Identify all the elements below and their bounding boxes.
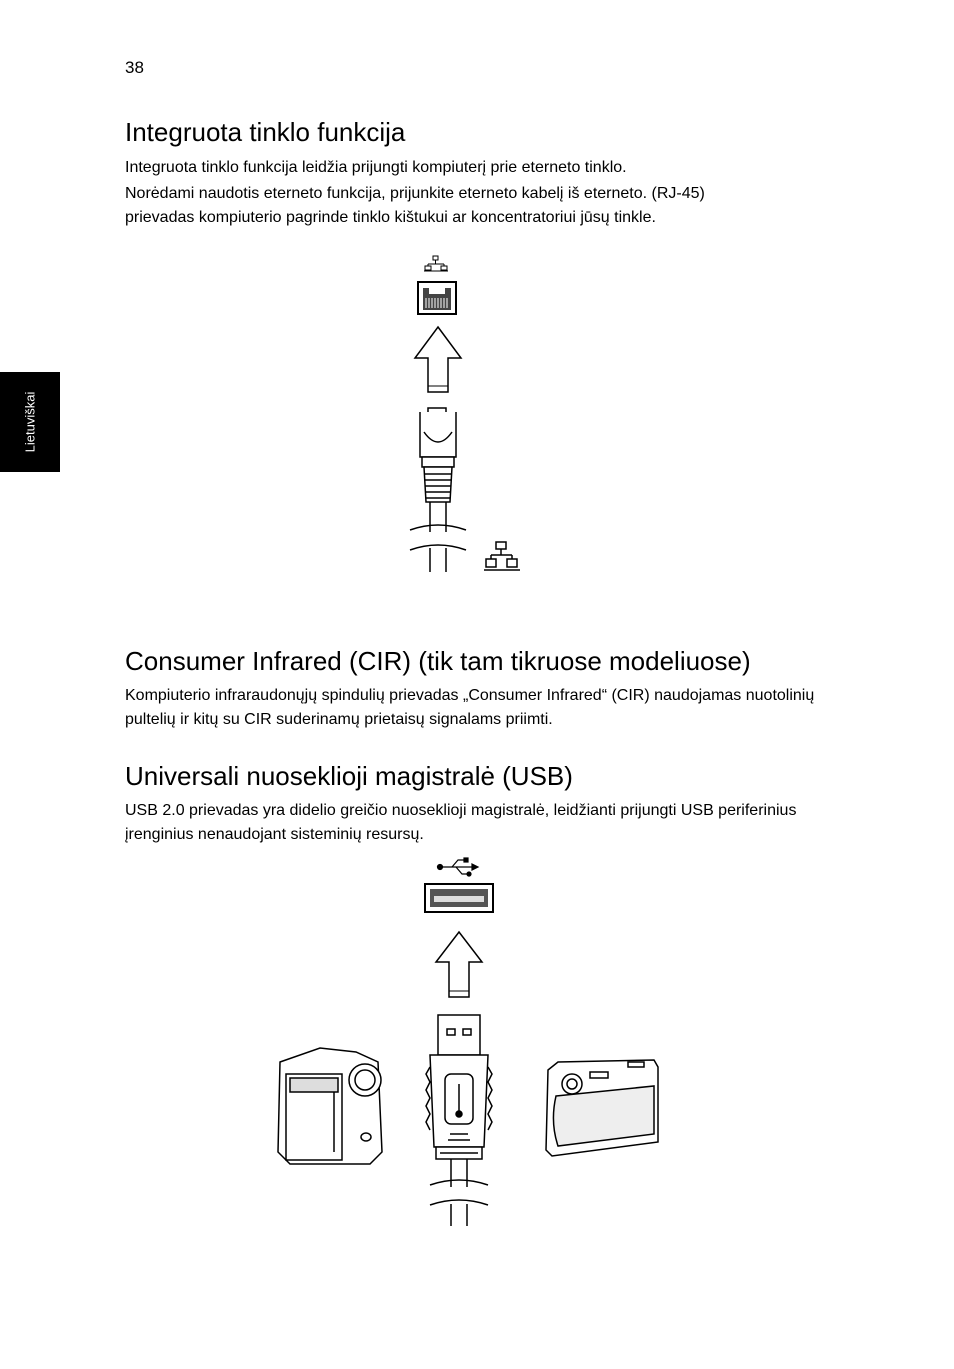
cir-paragraph-1: Kompiuterio infraraudonųjų spindulių prievadas „Consumer Infrared“ (CIR) naudojamas nuotolinių pultelių ir kitų su CIR suderinamų prietaisų signalams priimti. <box>125 687 815 728</box>
usb-plug-icon <box>426 1015 492 1226</box>
ethernet-illustration <box>390 252 540 582</box>
side-language-tab <box>0 372 60 472</box>
usb-illustration <box>260 852 680 1232</box>
rj45-plug-icon <box>410 408 466 572</box>
network-icon <box>424 256 448 271</box>
page-number: 38 <box>125 58 144 77</box>
network-paragraph-1: Integruota tinklo funkcija leidžia prijungti kompiuterį prie eterneto tinklo. <box>125 159 627 176</box>
section-title-cir: Consumer Infrared (CIR) (tik tam tikruose modeliuose) <box>125 646 751 676</box>
usb-icon <box>438 858 479 876</box>
section-title-network: Integruota tinklo funkcija <box>125 117 406 147</box>
network-paragraph-2: Norėdami naudotis eterneto funkcija, prijunkite eterneto kabelį iš eterneto. (RJ-45) prievadas kompiuterio pagrinde tinklo kištukui ar koncentratoriui jūsų tinkle. <box>125 185 705 226</box>
section-title-usb: Universali nuoseklioji magistralė (USB) <box>125 761 573 791</box>
camcorder-icon <box>278 1048 382 1164</box>
arrow-up-icon <box>415 327 461 392</box>
ethernet-port-icon <box>418 282 456 314</box>
digital-camera-icon <box>546 1060 658 1156</box>
usb-paragraph-1: USB 2.0 prievadas yra didelio greičio nuoseklioji magistralė, leidžianti prijungti USB periferinius įrenginius nenaudojant sisteminių resursų. <box>125 802 797 843</box>
arrow-up-icon <box>436 932 482 997</box>
side-tab-label: Lietuviškai <box>22 391 38 453</box>
network-icon <box>484 542 520 570</box>
usb-port-icon <box>425 884 493 912</box>
